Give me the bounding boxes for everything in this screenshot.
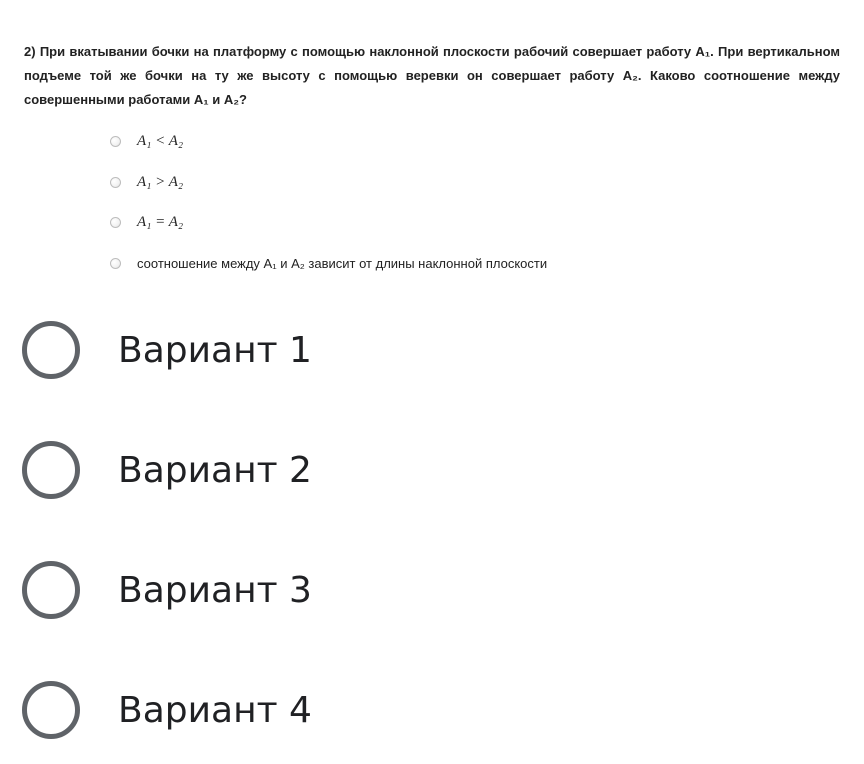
answer-option-2[interactable] <box>22 440 312 500</box>
question-image <box>0 0 864 300</box>
radio-icon <box>110 136 121 147</box>
answer-option-3[interactable] <box>22 560 312 620</box>
radio-button-icon[interactable] <box>22 561 80 619</box>
question-text: 2) При вкатывании бочки на платформу с помощью наклонной плоскости рабочий совершает работу A₁. При вертикальном подъеме той же бочки на ту же высоту с помощью веревки он совершает работу A₂. Каково соотношение между совершенными работами A₁ и A₂? <box>24 44 840 107</box>
radio-icon <box>110 258 121 269</box>
question-option-2 <box>110 172 183 192</box>
answer-option-4[interactable] <box>22 680 312 740</box>
answer-label[interactable]: Вариант 4 <box>118 689 312 731</box>
question-option-1 <box>110 131 183 151</box>
radio-button-icon[interactable] <box>22 681 80 739</box>
radio-button-icon[interactable] <box>22 321 80 379</box>
answer-option-1[interactable] <box>22 320 312 380</box>
question-option-label: A₁ = A₂ <box>137 213 184 230</box>
question-option-label: соотношение между A₁ и A₂ зависит от длины наклонной плоскости <box>137 255 548 271</box>
answer-label[interactable]: Вариант 1 <box>118 329 312 371</box>
question-option-4 <box>110 253 547 273</box>
radio-icon <box>110 177 121 188</box>
answer-label[interactable]: Вариант 2 <box>118 449 312 491</box>
question-option-label: A₁ < A₂ <box>137 132 184 149</box>
radio-button-icon[interactable] <box>22 441 80 499</box>
radio-icon <box>110 217 121 228</box>
question-option-3 <box>110 212 183 232</box>
answer-label[interactable]: Вариант 3 <box>118 569 312 611</box>
question-option-label: A₁ > A₂ <box>137 173 184 190</box>
